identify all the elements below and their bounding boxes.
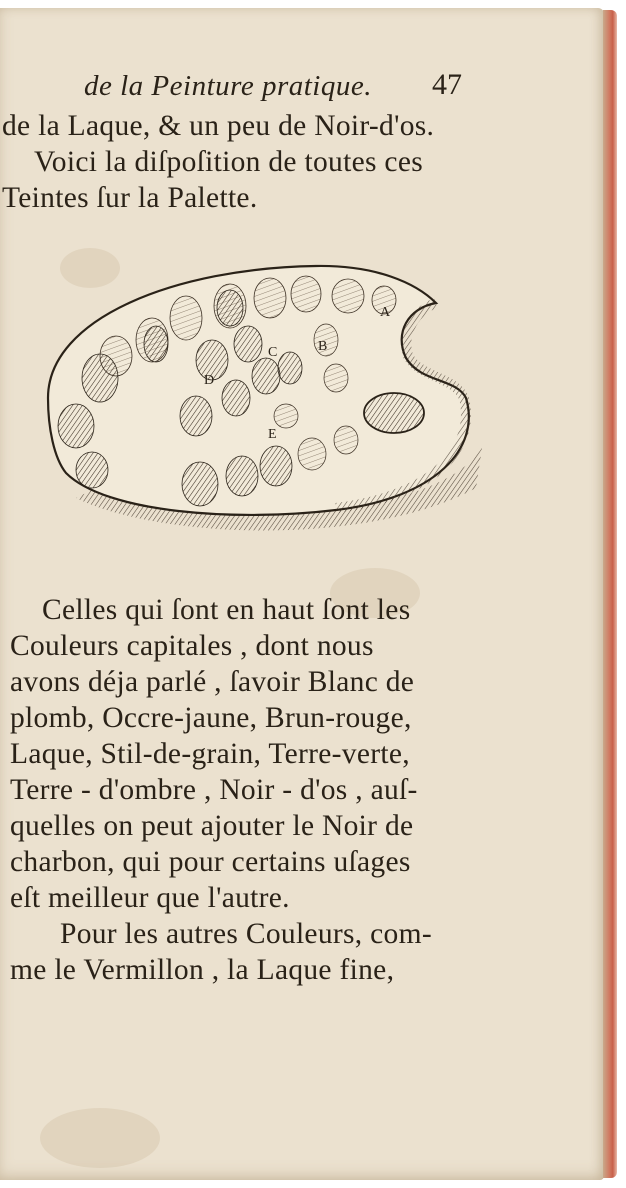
palette-label-c: C: [268, 345, 278, 360]
text-line: Laque, Stil-de-grain, Terre-verte,: [10, 738, 410, 770]
text-line: quelles on peut ajouter le Noir de: [10, 810, 414, 842]
text-line: Terre - d'ombre , Noir - d'os , auſ-: [10, 774, 418, 806]
palette-label-a: A: [380, 305, 391, 320]
page-edge: [603, 10, 617, 1178]
text-line: charbon, qui pour certains uſages: [10, 846, 411, 878]
text-line: Teintes ſur la Palette.: [2, 182, 258, 214]
palette-illustration: [36, 248, 492, 548]
text-line: eſt meilleur que l'autre.: [10, 882, 290, 914]
text-line: Voici la diſpoſition de toutes ces: [34, 146, 424, 178]
page-number: 47: [432, 68, 462, 101]
running-head: de la Peinture pratique.: [84, 70, 372, 102]
palette-engraving: [36, 248, 492, 548]
text-line: me le Vermillon , la Laque fine,: [10, 954, 395, 986]
palette-label-e: E: [268, 427, 277, 442]
text-line: plomb, Occre-jaune, Brun-rouge,: [10, 702, 412, 734]
text-line: de la Laque, & un peu de Noir-d'os.: [2, 110, 435, 142]
palette-label-b: B: [318, 339, 328, 354]
text-line: avons déja parlé , ſavoir Blanc de: [10, 666, 415, 698]
text-line: Celles qui ſont en haut ſont les: [42, 594, 411, 626]
foxing-stain: [40, 1108, 160, 1168]
text-line: Couleurs capitales , dont nous: [10, 630, 374, 662]
palette-label-d: D: [204, 373, 215, 388]
text-line: Pour les autres Couleurs, com-: [60, 918, 432, 950]
